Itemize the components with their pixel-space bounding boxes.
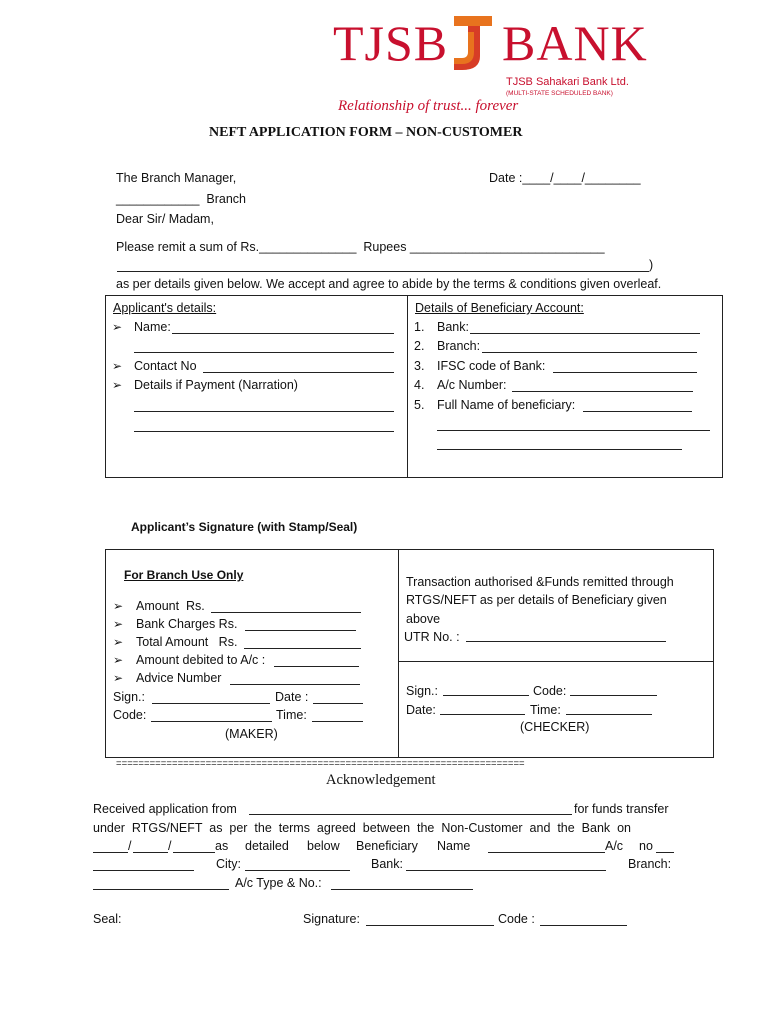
logo-text-right: BANK xyxy=(502,15,648,71)
bullet-arrow-icon: ➢ xyxy=(112,320,123,334)
ack-terms-line: under RTGS/NEFT as per the terms agreed between the Non-Customer and the Bank on xyxy=(93,821,632,835)
bank-subtitle: TJSB Sahakari Bank Ltd. xyxy=(506,76,629,88)
applicant-name-label: Name: xyxy=(134,320,171,334)
beneficiary-bank-label: Bank: xyxy=(437,320,469,334)
maker-date-field[interactable] xyxy=(313,703,363,704)
ack-ac-no-field[interactable] xyxy=(656,852,674,853)
utr-field[interactable] xyxy=(466,641,666,642)
maker-date-label: Date : xyxy=(275,690,309,704)
ack-detailed: detailed xyxy=(245,839,289,853)
branch-amount-field[interactable] xyxy=(211,612,361,613)
narration-field-1[interactable] xyxy=(134,411,394,412)
beneficiary-num: 2. xyxy=(414,339,425,353)
ack-title: Acknowledgement xyxy=(326,772,436,788)
branch-charges-field[interactable] xyxy=(245,630,356,631)
ack-name: Name xyxy=(437,839,471,853)
narration-field-2[interactable] xyxy=(134,431,394,432)
beneficiary-num: 4. xyxy=(414,378,425,392)
addressee: The Branch Manager, xyxy=(116,171,237,185)
maker-time-field[interactable] xyxy=(312,721,363,722)
beneficiary-name-field[interactable] xyxy=(583,411,692,412)
ack-city-field[interactable] xyxy=(245,870,350,871)
bullet-arrow-icon: ➢ xyxy=(112,359,123,373)
beneficiary-name-field-2[interactable] xyxy=(437,430,710,431)
applicant-contact-field[interactable] xyxy=(203,372,394,373)
terms-line: as per details given below. We accept and agree to abide by the terms & conditions given overleaf. xyxy=(116,277,662,291)
branch-amount-label: Amount Rs. xyxy=(136,599,205,613)
maker-sign-label: Sign.: xyxy=(113,690,145,704)
beneficiary-name-label: Full Name of beneficiary: xyxy=(437,398,576,412)
beneficiary-branch-field[interactable] xyxy=(482,352,697,353)
ack-no: no xyxy=(639,839,653,853)
ack-ac: A/c xyxy=(605,839,624,853)
ack-date-slash: / xyxy=(168,839,172,853)
checker-text-1: Transaction authorised &Funds remitted through xyxy=(406,575,674,589)
logo-mark-icon xyxy=(448,12,498,72)
checker-label: (CHECKER) xyxy=(520,720,590,734)
ack-date-mm[interactable] xyxy=(133,852,168,853)
remit-line[interactable]: Please remit a sum of Rs.______________ Rupees ____________________________ xyxy=(116,240,605,254)
form-title: NEFT APPLICATION FORM – NON-CUSTOMER xyxy=(209,125,523,140)
branch-use-heading: For Branch Use Only xyxy=(124,568,244,582)
maker-time-label: Time: xyxy=(276,708,307,722)
ack-date-dd[interactable] xyxy=(93,852,128,853)
applicant-narration-label: Details if Payment (Narration) xyxy=(134,378,298,392)
ack-date-slash: / xyxy=(128,839,132,853)
rupees-continuation-line[interactable] xyxy=(117,271,649,272)
checker-sign-field[interactable] xyxy=(443,695,529,696)
ack-actype-label: A/c Type & No.: xyxy=(235,876,322,890)
applicant-name-field[interactable] xyxy=(172,333,394,334)
ack-date-yy[interactable] xyxy=(173,852,215,853)
ack-branch-field[interactable] xyxy=(93,889,229,890)
branch-total-field[interactable] xyxy=(244,648,361,649)
tear-separator: ========================================================================= xyxy=(116,758,525,769)
branch-debited-field[interactable] xyxy=(274,666,359,667)
details-divider xyxy=(407,295,408,478)
beneficiary-num: 5. xyxy=(414,398,425,412)
ack-code-field[interactable] xyxy=(540,925,627,926)
beneficiary-branch-label: Branch: xyxy=(437,339,481,353)
branch-total-label: Total Amount Rs. xyxy=(136,635,238,649)
checker-time-field[interactable] xyxy=(566,714,652,715)
maker-code-field[interactable] xyxy=(151,721,272,722)
bank-subtitle-small: (MULTI-STATE SCHEDULED BANK) xyxy=(506,90,613,97)
ack-branch-label: Branch: xyxy=(628,857,672,871)
branch-charges-label: Bank Charges Rs. xyxy=(136,617,238,631)
checker-text-2: RTGS/NEFT as per details of Beneficiary given xyxy=(406,593,667,607)
ack-as: as xyxy=(215,839,229,853)
ack-beneficiary-name-field[interactable] xyxy=(488,852,605,853)
applicant-heading: Applicant's details: xyxy=(113,301,217,315)
bullet-arrow-icon: ➢ xyxy=(113,635,124,649)
tagline: Relationship of trust... forever xyxy=(338,98,519,114)
ack-beneficiary: Beneficiary xyxy=(356,839,418,853)
beneficiary-bank-field[interactable] xyxy=(470,333,700,334)
beneficiary-ifsc-field[interactable] xyxy=(553,372,697,373)
beneficiary-ifsc-label: IFSC code of Bank: xyxy=(437,359,546,373)
ack-funds-transfer: for funds transfer xyxy=(574,802,669,816)
checker-date-label: Date: xyxy=(406,703,436,717)
branch-advice-label: Advice Number xyxy=(136,671,222,685)
maker-sign-field[interactable] xyxy=(152,703,270,704)
maker-label: (MAKER) xyxy=(225,727,278,741)
ack-code-label: Code : xyxy=(498,912,535,926)
bullet-arrow-icon: ➢ xyxy=(113,671,124,685)
applicant-signature-label: Applicant’s Signature (with Stamp/Seal) xyxy=(131,520,358,534)
branch-use-divider xyxy=(398,549,399,758)
branch-advice-field[interactable] xyxy=(230,684,360,685)
ack-below: below xyxy=(307,839,340,853)
bullet-arrow-icon: ➢ xyxy=(113,617,124,631)
beneficiary-num: 3. xyxy=(414,359,425,373)
checker-time-label: Time: xyxy=(530,703,561,717)
ack-received-label: Received application from xyxy=(93,802,237,816)
applicant-name-field-2[interactable] xyxy=(134,352,394,353)
branch-debited-label: Amount debited to A/c : xyxy=(136,653,266,667)
ack-ac-no-field-2[interactable] xyxy=(93,870,194,871)
maker-code-label: Code: xyxy=(113,708,147,722)
checker-code-label: Code: xyxy=(533,684,567,698)
beneficiary-heading: Details of Beneficiary Account: xyxy=(415,301,584,315)
ack-actype-field[interactable] xyxy=(331,889,473,890)
bullet-arrow-icon: ➢ xyxy=(112,378,123,392)
applicant-contact-label: Contact No xyxy=(134,359,197,373)
checker-divider xyxy=(398,661,714,662)
checker-text-3: above xyxy=(406,612,441,626)
beneficiary-acno-label: A/c Number: xyxy=(437,378,507,392)
logo-text-left: TJSB xyxy=(333,15,449,71)
salutation: Dear Sir/ Madam, xyxy=(116,212,214,226)
rupees-close-paren: ) xyxy=(649,258,654,272)
bullet-arrow-icon: ➢ xyxy=(113,599,124,613)
bullet-arrow-icon: ➢ xyxy=(113,653,124,667)
ack-applicant-field[interactable] xyxy=(249,814,572,815)
branch-field[interactable]: ____________ Branch xyxy=(116,192,246,206)
ack-seal-label: Seal: xyxy=(93,912,122,926)
beneficiary-acno-field[interactable] xyxy=(512,391,693,392)
ack-signature-field[interactable] xyxy=(366,925,494,926)
beneficiary-name-field-3[interactable] xyxy=(437,449,682,450)
utr-label: UTR No. : xyxy=(404,630,460,644)
date-field[interactable]: Date :____/____/________ xyxy=(489,171,641,185)
beneficiary-num: 1. xyxy=(414,320,425,334)
ack-city-label: City: xyxy=(216,857,241,871)
ack-bank-label: Bank: xyxy=(371,857,403,871)
checker-code-field[interactable] xyxy=(570,695,657,696)
ack-signature-label: Signature: xyxy=(303,912,360,926)
ack-bank-field[interactable] xyxy=(406,870,606,871)
checker-sign-label: Sign.: xyxy=(406,684,438,698)
checker-date-field[interactable] xyxy=(440,714,525,715)
